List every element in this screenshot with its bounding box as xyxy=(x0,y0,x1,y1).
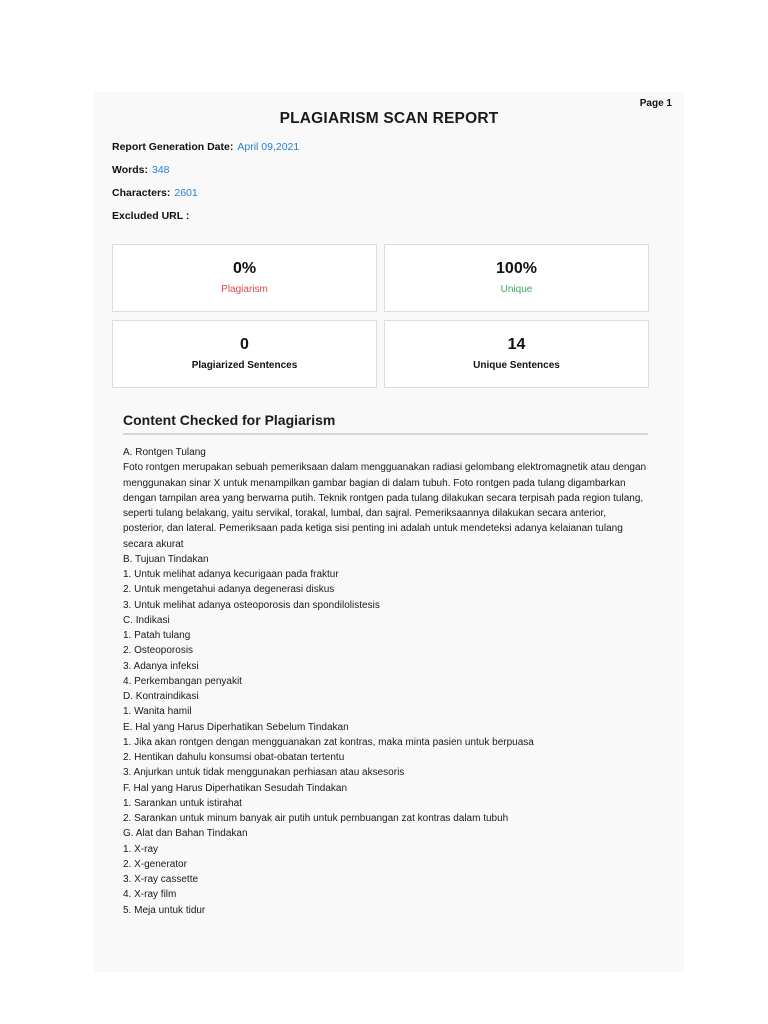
section-title: Content Checked for Plagiarism xyxy=(123,412,648,435)
content-line: 3. Anjurkan untuk tidak menggunakan perhiasan atau aksesoris xyxy=(123,767,405,779)
content-line: 2. Sarankan untuk minum banyak air putih untuk pembuangan zat kontras dalam tubuh xyxy=(123,813,509,824)
unique-sentences-value: 14 xyxy=(507,336,526,353)
content-line: 2. Untuk mengetahui adanya degenerasi diskus xyxy=(123,584,335,596)
meta-date-value: April 09,2021 xyxy=(237,141,300,153)
content-line: C. Indikasi xyxy=(123,614,170,626)
content-line: D. Kontraindikasi xyxy=(123,691,199,702)
plagiarism-value: 0% xyxy=(232,260,257,277)
content-line: 1. Jika akan rontgen dengan mengguanakan zat kontras, maka minta pasien untuk berpuasa xyxy=(123,736,534,748)
meta-characters-row xyxy=(112,186,299,209)
meta-excluded-label: Excluded URL : xyxy=(112,210,190,222)
content-heading: A. Rontgen Tulang xyxy=(123,447,206,458)
content-line: 2. Osteoporosis xyxy=(123,645,194,657)
content-line: 3. X-ray cassette xyxy=(123,874,199,885)
content-line: 1. Patah tulang xyxy=(123,630,191,641)
content-line: 1. Sarankan untuk istirahat xyxy=(123,797,242,809)
meta-characters-label: Characters: xyxy=(112,187,171,199)
meta-words-value: 348 xyxy=(151,164,170,176)
content-line: 4. X-ray film xyxy=(123,889,177,901)
unique-label: Unique xyxy=(500,284,533,295)
content-line: 1. Wanita hamil xyxy=(123,706,192,718)
unique-value: 100% xyxy=(496,260,537,277)
meta-words-row xyxy=(112,163,299,186)
plagiarized-sentences-value: 0 xyxy=(240,336,249,353)
meta-words-label: Words: xyxy=(112,164,148,176)
content-paragraph: Foto rontgen merupakan sebuah pemeriksaan dalam mengguanakan radiasi gelombang elektromagnetik atau dengan menggunakan sinar X untuk menampilkan gambar bagian di dalam tubuh. Foto rontgen pada tulang digambarkan dengan tampilan area yang berwarna putih. Teknik rontgen pada tulang dilakukan secara terpisah pada region tulang, seperti tulang belakang, yaitu servikal, torakal, lumbal, dan sajral. Pemeriksaannya dilakukan secara anterior, posterior, dan lateral. Pemeriksaan pada ketiga sisi penting ini adalah untuk mendeteksi adanya kelaianan tulang secara akurat xyxy=(123,462,647,550)
plagiarized-sentences-label: Plagiarized Sentences xyxy=(191,360,298,371)
content-line: 3. Untuk melihat adanya osteoporosis dan spondilolistesis xyxy=(123,599,380,611)
content-line: F. Hal yang Harus Diperhatikan Sesudah Tindakan xyxy=(123,782,348,794)
unique-sentences-label: Unique Sentences xyxy=(473,360,560,371)
stats-grid xyxy=(112,244,649,388)
content-line: 3. Adanya infeksi xyxy=(123,660,199,672)
content-line: 1. Untuk melihat adanya kecurigaan pada fraktur xyxy=(123,569,339,580)
plagiarism-label: Plagiarism xyxy=(221,284,268,295)
meta-characters-value: 2601 xyxy=(174,187,198,199)
report-meta xyxy=(112,140,299,232)
meta-date-row xyxy=(112,140,299,163)
content-line: B. Tujuan Tindakan xyxy=(123,553,209,565)
content-line: 5. Meja untuk tidur xyxy=(123,904,206,916)
meta-date-label: Report Generation Date: xyxy=(112,141,234,153)
unique-sentences-card xyxy=(384,320,649,388)
content-line: 1. X-ray xyxy=(123,843,159,855)
content-line: 4. Perkembangan penyakit xyxy=(123,675,242,687)
content-line: G. Alat dan Bahan Tindakan xyxy=(123,828,248,840)
checked-content xyxy=(123,445,648,918)
page-number: Page 1 xyxy=(639,98,672,109)
unique-card xyxy=(384,244,649,312)
report-title: PLAGIARISM SCAN REPORT xyxy=(279,110,499,127)
plagiarized-sentences-card xyxy=(112,320,377,388)
meta-excluded-row xyxy=(112,209,299,232)
content-line: 2. X-generator xyxy=(123,858,187,870)
plagiarism-card xyxy=(112,244,377,312)
content-line: E. Hal yang Harus Diperhatikan Sebelum Tindakan xyxy=(123,721,349,733)
report-page xyxy=(94,92,684,972)
content-line: 2. Hentikan dahulu konsumsi obat-obatan tertentu xyxy=(123,752,345,763)
